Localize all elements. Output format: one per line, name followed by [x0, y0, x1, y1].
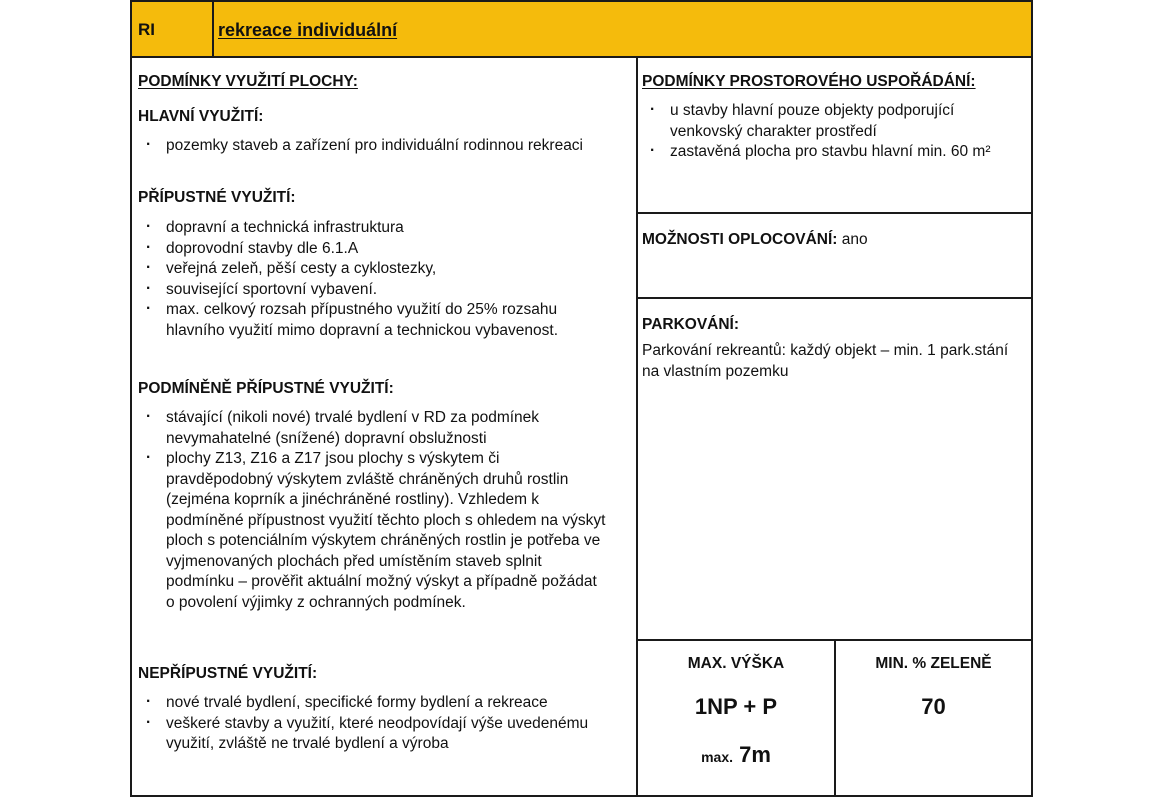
prostor-heading: PODMÍNKY PROSTOROVÉHO USPOŘÁDÁNÍ: [642, 73, 976, 90]
vyska-max-value: 7m [739, 742, 771, 767]
list-item: · veškeré stavby a využití, které neodpovídají výše uvedenému využití, zvláště ne trvalé bydlení a výroba [138, 714, 628, 755]
zelen-heading: MIN. % ZELENĚ [875, 655, 992, 672]
row-divider-1 [636, 212, 1031, 214]
parkovani-text: Parkování rekreantů: každý objekt – min. 1 park.stání na vlastním pozemku [642, 342, 1009, 380]
pripustne-heading: PŘÍPUSTNÉ VYUŽITÍ: [138, 189, 296, 206]
oploceni-value: ano [841, 231, 868, 248]
hlavni-heading: HLAVNÍ VYUŽITÍ: [138, 108, 264, 125]
left-title: PODMÍNKY VYUŽITÍ PLOCHY: [138, 73, 358, 90]
zelen-value: 70 [921, 694, 946, 719]
list-item: · pozemky staveb a zařízení pro individuální rodinnou rekreaci [138, 136, 608, 157]
list-item: · související sportovní vybavení. [138, 280, 608, 301]
row-divider-2 [636, 297, 1031, 299]
oploceni-heading: MOŽNOSTI OPLOCOVÁNÍ: [642, 231, 838, 248]
nepripustne-heading: NEPŘÍPUSTNÉ VYUŽITÍ: [138, 665, 318, 682]
vyska-max-label: max. [701, 749, 733, 765]
list-item: · doprovodní stavby dle 6.1.A [138, 239, 608, 260]
zone-code: RI [138, 20, 155, 39]
list-item: · veřejná zeleň, pěší cesty a cyklostezky, [138, 259, 608, 280]
list-item: · nové trvalé bydlení, specifické formy bydlení a rekreace [138, 693, 628, 714]
zone-name: rekreace individuální [218, 20, 398, 40]
podminene-heading: PODMÍNĚNĚ PŘÍPUSTNÉ VYUŽITÍ: [138, 380, 394, 397]
oploceni-row [642, 230, 868, 251]
vyska-max [638, 742, 834, 768]
nepripustne-list [138, 693, 628, 755]
column-divider [636, 56, 638, 795]
hlavni-list [138, 136, 608, 157]
table-header [132, 2, 1031, 58]
vyska-value: 1NP + P [694, 694, 778, 719]
podminene-list [138, 408, 608, 613]
parkovani-heading: PARKOVÁNÍ: [642, 316, 740, 333]
pripustne-list [138, 218, 608, 341]
prostor-list [642, 101, 1027, 163]
header-divider [212, 2, 214, 56]
list-item: · stávající (nikoli nové) trvalé bydlení v RD za podmínek nevymahatelné (snížené) dopravní obslužnosti [138, 408, 608, 449]
list-item: · plochy Z13, Z16 a Z17 jsou plochy s výskytem či pravděpodobný výskytem zvláště chráněných druhů rostlin (zejména koprník a jinéchráněné rostliny). Vzhledem k podmíněné přípustnost využití těchto ploch s ohledem na výskyt ploch s potenciálním výskytem chráněných rostlin je potřeba ve vyjmenovaných plochách před umístěním staveb splnit podmínku – prověřit aktuální možný výskyt a případně požádat o povolení výjimky z ochranných podmínek. [138, 449, 608, 613]
list-item: · dopravní a technická infrastruktura [138, 218, 608, 239]
list-item: · zastavěná plocha pro stavbu hlavní min. 60 m² [642, 142, 1027, 163]
list-item: · u stavby hlavní pouze objekty podporující venkovský charakter prostředí [642, 101, 1027, 142]
regulation-table [130, 0, 1033, 797]
vyska-heading: MAX. VÝŠKA [687, 655, 785, 672]
list-item: · max. celkový rozsah přípustného využití do 25% rozsahu hlavního využití mimo dopravní a technickou vybavenost. [138, 300, 608, 341]
